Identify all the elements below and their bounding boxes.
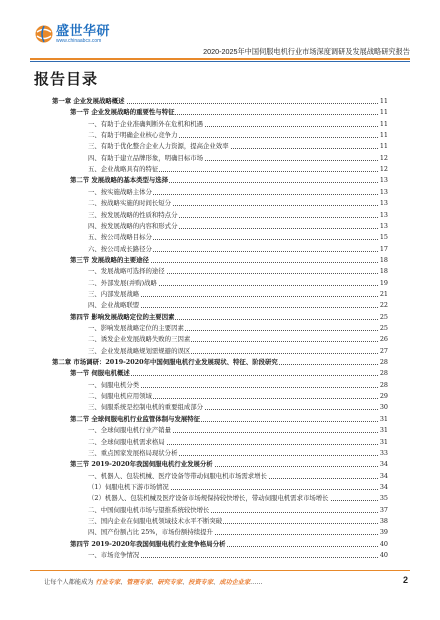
toc-entry[interactable]: [70, 368, 388, 379]
toc-entry-page: 28: [379, 358, 388, 367]
footer-separator: 、: [213, 579, 220, 586]
brand-logo: [34, 24, 120, 44]
footer-slogan: [44, 577, 263, 586]
toc-entry-title: 三、内部发展战略: [88, 289, 140, 298]
toc-entry[interactable]: [88, 437, 388, 448]
toc-entry[interactable]: [70, 539, 388, 550]
toc-entry-page: 31: [379, 426, 388, 435]
toc-entry-title: 第一节 伺服电机概述: [70, 369, 130, 378]
toc-entry-page: 34: [379, 471, 388, 480]
toc-entry[interactable]: [70, 175, 388, 186]
toc-entry-page: 19: [379, 278, 388, 287]
toc-entry-page: 40: [379, 539, 388, 548]
footer-rule: [30, 570, 410, 571]
toc-entry[interactable]: [88, 221, 388, 232]
toc-entry[interactable]: [52, 357, 388, 368]
toc-entry[interactable]: [88, 391, 388, 402]
toc-entry[interactable]: [70, 255, 388, 266]
header-rule-blue: [30, 61, 410, 62]
toc-entry-page: 39: [379, 528, 388, 537]
toc-entry-page: 12: [379, 153, 388, 162]
footer-highlight: 行业专家: [95, 579, 121, 586]
toc-entry-page: 26: [379, 335, 388, 344]
toc-entry[interactable]: [88, 425, 388, 436]
toc-entry-page: 17: [379, 244, 388, 253]
toc-entry[interactable]: [88, 346, 388, 357]
toc-entry-title: 二、伺服电机应用领域: [88, 392, 152, 401]
toc-entry-title: 第三节 2019-2020年我国伺服电机行业发展分析: [70, 460, 213, 469]
footer-highlight: 投资专家: [188, 579, 214, 586]
toc-entry[interactable]: [88, 380, 388, 391]
toc-entry[interactable]: [88, 402, 388, 413]
toc-entry-title: 第一节 企业发展战略的重要性与特征: [70, 108, 175, 117]
toc-entry[interactable]: [70, 459, 388, 470]
toc-entry-page: 38: [379, 516, 388, 525]
footer-separator: 、: [120, 579, 127, 586]
toc-entry-page: 12: [379, 165, 388, 174]
toc-entry[interactable]: [88, 153, 388, 164]
toc-entry-title: 第四节 2019-2020年我国伺服电机行业竞争格局分析: [70, 539, 226, 548]
footer-highlight: 管理专家: [126, 579, 152, 586]
toc-entry[interactable]: [88, 527, 388, 538]
toc-entry-title: 四、有助于建立品牌形象，明确目标市场: [88, 153, 204, 162]
toc-entry[interactable]: [88, 232, 388, 243]
toc-entry-title: 三、伺服系统是控制电机的重要组成部分: [88, 403, 204, 412]
toc-entry-page: 11: [379, 108, 388, 117]
toc-entry-page: 13: [379, 176, 388, 185]
toc-entry-title: 四、国产份额占比 25%，市场份额持续提升: [88, 528, 213, 537]
toc-entry[interactable]: [88, 471, 388, 482]
footer-separator: ……: [250, 579, 263, 586]
toc-entry[interactable]: [88, 493, 388, 504]
toc-entry-title: 一、伺服电机分类: [88, 380, 140, 389]
toc-entry-title: 第三节 发展战略的主要途径: [70, 255, 149, 264]
toc-entry-page: 13: [379, 199, 388, 208]
toc-entry-page: 18: [379, 267, 388, 276]
toc-entry[interactable]: [88, 300, 388, 311]
toc-entry-title: 一、按实施战略主体分: [88, 187, 152, 196]
toc-entry-title: 第四节 影响发展战略定位的主要因素: [70, 312, 175, 321]
toc-entry-title: 三、国内企业在伺服电机领域技术水平不断突破: [88, 516, 223, 525]
toc-entry-title: 一、影响发展战略定位的主要因素: [88, 324, 184, 332]
toc-entry[interactable]: [88, 278, 388, 289]
globe-logo-icon: [34, 24, 54, 44]
toc-entry-title: （1）伺服电机下游市场情况: [88, 482, 169, 491]
logo-subtext: www.chinaabcs.com: [56, 38, 102, 44]
toc-entry[interactable]: [88, 198, 388, 209]
toc-entry-page: 33: [379, 448, 388, 457]
footer-separator: 、: [182, 579, 189, 586]
toc-entry[interactable]: [88, 164, 388, 175]
toc-entry-title: （2）机器人、包装机械及医疗设备市场规保持较快增长，带动伺服电机需求市场增长: [88, 494, 329, 503]
document-title: 2020-2025年中国伺服电机行业市场深度调研及发展战略研究报告: [203, 47, 410, 56]
toc-entry[interactable]: [88, 482, 388, 493]
toc-entry-page: 22: [379, 301, 388, 310]
toc-entry-page: 13: [379, 221, 388, 230]
toc-entry-title: 三、有助于优化整合企业人力资源，提高企业效率: [88, 142, 229, 151]
toc-entry-page: 11: [379, 119, 388, 128]
toc-entry[interactable]: [88, 210, 388, 221]
toc-entry-page: 34: [379, 482, 388, 491]
toc-entry-title: 第二章 市场调研：2019-2020年中国伺服电机行业发展现状、特征、阶段研究: [52, 358, 278, 367]
toc-entry-title: 四、按发展战略的内容和形式分: [88, 221, 178, 230]
toc-entry[interactable]: [88, 323, 388, 334]
toc-entry-page: 15: [379, 233, 388, 242]
toc-entry-page: 11: [379, 131, 388, 140]
toc-entry[interactable]: [88, 187, 388, 198]
toc-entry-title: 第二节 全球伺服电机行业监管体制与发展特征: [70, 414, 201, 423]
toc-entry-title: 一、有助于企业准确判断外在危机和机遇: [88, 119, 204, 128]
toc-entry-title: 二、按战略实施的时间长短分: [88, 199, 172, 208]
toc-entry-page: 31: [379, 437, 388, 446]
page-header: [0, 0, 440, 60]
toc-entry-title: 一、市场竞争情况: [88, 551, 140, 559]
toc-entry-title: 第一章 企业发展战略概述: [52, 97, 125, 105]
toc-entry-page: 31: [379, 414, 388, 423]
toc-entry[interactable]: [88, 266, 388, 277]
footer-prefix: 让每个人都能成为: [44, 579, 94, 586]
toc-entry-title: 三、按发展战略的性质和特点分: [88, 210, 178, 219]
toc-entry[interactable]: [88, 550, 388, 561]
toc-entry-page: 29: [379, 392, 388, 401]
toc-entry-title: 四、企业战略联盟: [88, 301, 140, 310]
footer-highlight: 成功企业家: [219, 579, 251, 586]
toc-entry-title: 五、按公司战略目标分: [88, 233, 152, 242]
toc-entry-page: 28: [379, 369, 388, 378]
toc-entry[interactable]: [52, 96, 388, 107]
toc-entry-page: 13: [379, 187, 388, 196]
toc-entry-title: 六、按公司成长路径分: [88, 244, 152, 253]
toc-entry-title: 一、机器人、包装机械、医疗设备等带动伺服电机市场需求增长: [88, 471, 267, 480]
toc-entry-title: 二、诱发企业发展战略失败的三因素: [88, 335, 191, 344]
toc-entry[interactable]: [88, 244, 388, 255]
toc-entry[interactable]: [88, 119, 388, 130]
toc-entry-page: 21: [379, 289, 388, 298]
toc-entry[interactable]: [88, 289, 388, 300]
toc-entry[interactable]: [88, 516, 388, 527]
toc-entry-page: 28: [379, 380, 388, 389]
toc-entry-page: 25: [379, 312, 388, 321]
toc-entry-page: 13: [379, 210, 388, 219]
toc-entry-title: 第二节 发展战略的基本类型与选择: [70, 176, 169, 185]
toc-entry-page: 18: [379, 255, 388, 264]
toc-entry[interactable]: [70, 312, 388, 323]
toc-entry-page: 35: [379, 494, 388, 503]
toc-entry-page: 27: [379, 346, 388, 355]
toc-entry-title: 一、全球伺服电机行业产销量: [88, 426, 172, 435]
toc-entry-page: 11: [379, 97, 388, 105]
footer-highlight: 研究专家: [157, 579, 183, 586]
toc-entry[interactable]: [88, 505, 388, 516]
toc-entry-page: 40: [379, 551, 388, 559]
toc-entry-title: 二、外部发展(并购)战略: [88, 278, 157, 287]
toc-entry[interactable]: [88, 130, 388, 141]
footer-separator: 、: [151, 579, 158, 586]
toc-entry-title: 三、重点国家发展格局现状分析: [88, 448, 178, 457]
toc-entry-title: 五、企业战略具有的特征: [88, 165, 159, 174]
toc-entry-title: 二、全球伺服电机需求格局: [88, 437, 165, 446]
toc-entry[interactable]: [88, 141, 388, 152]
toc-entry-page: 34: [379, 460, 388, 469]
toc-entry-page: 11: [379, 142, 388, 151]
toc-entry[interactable]: [70, 107, 388, 118]
toc-entry-title: 一、发展战略可选择的途径: [88, 267, 165, 276]
logo-name: 盛世华研: [56, 23, 111, 38]
page-title: 报告目录: [34, 70, 99, 88]
toc-entry[interactable]: [88, 448, 388, 459]
toc-entry-page: 37: [379, 505, 388, 514]
page-number: 2: [402, 575, 408, 585]
toc-entry-page: 30: [379, 403, 388, 412]
toc-entry-title: 三、企业发展战略规划需规避的误区: [88, 346, 191, 355]
toc-entry-page: 25: [379, 324, 388, 332]
toc-entry-title: 二、有助于明确企业核心竞争力: [88, 131, 178, 140]
toc-entry[interactable]: [88, 334, 388, 345]
toc-entry[interactable]: [70, 414, 388, 425]
toc-entry-title: 二、中国伺服电机市场与望推系统较快增长: [88, 505, 210, 514]
